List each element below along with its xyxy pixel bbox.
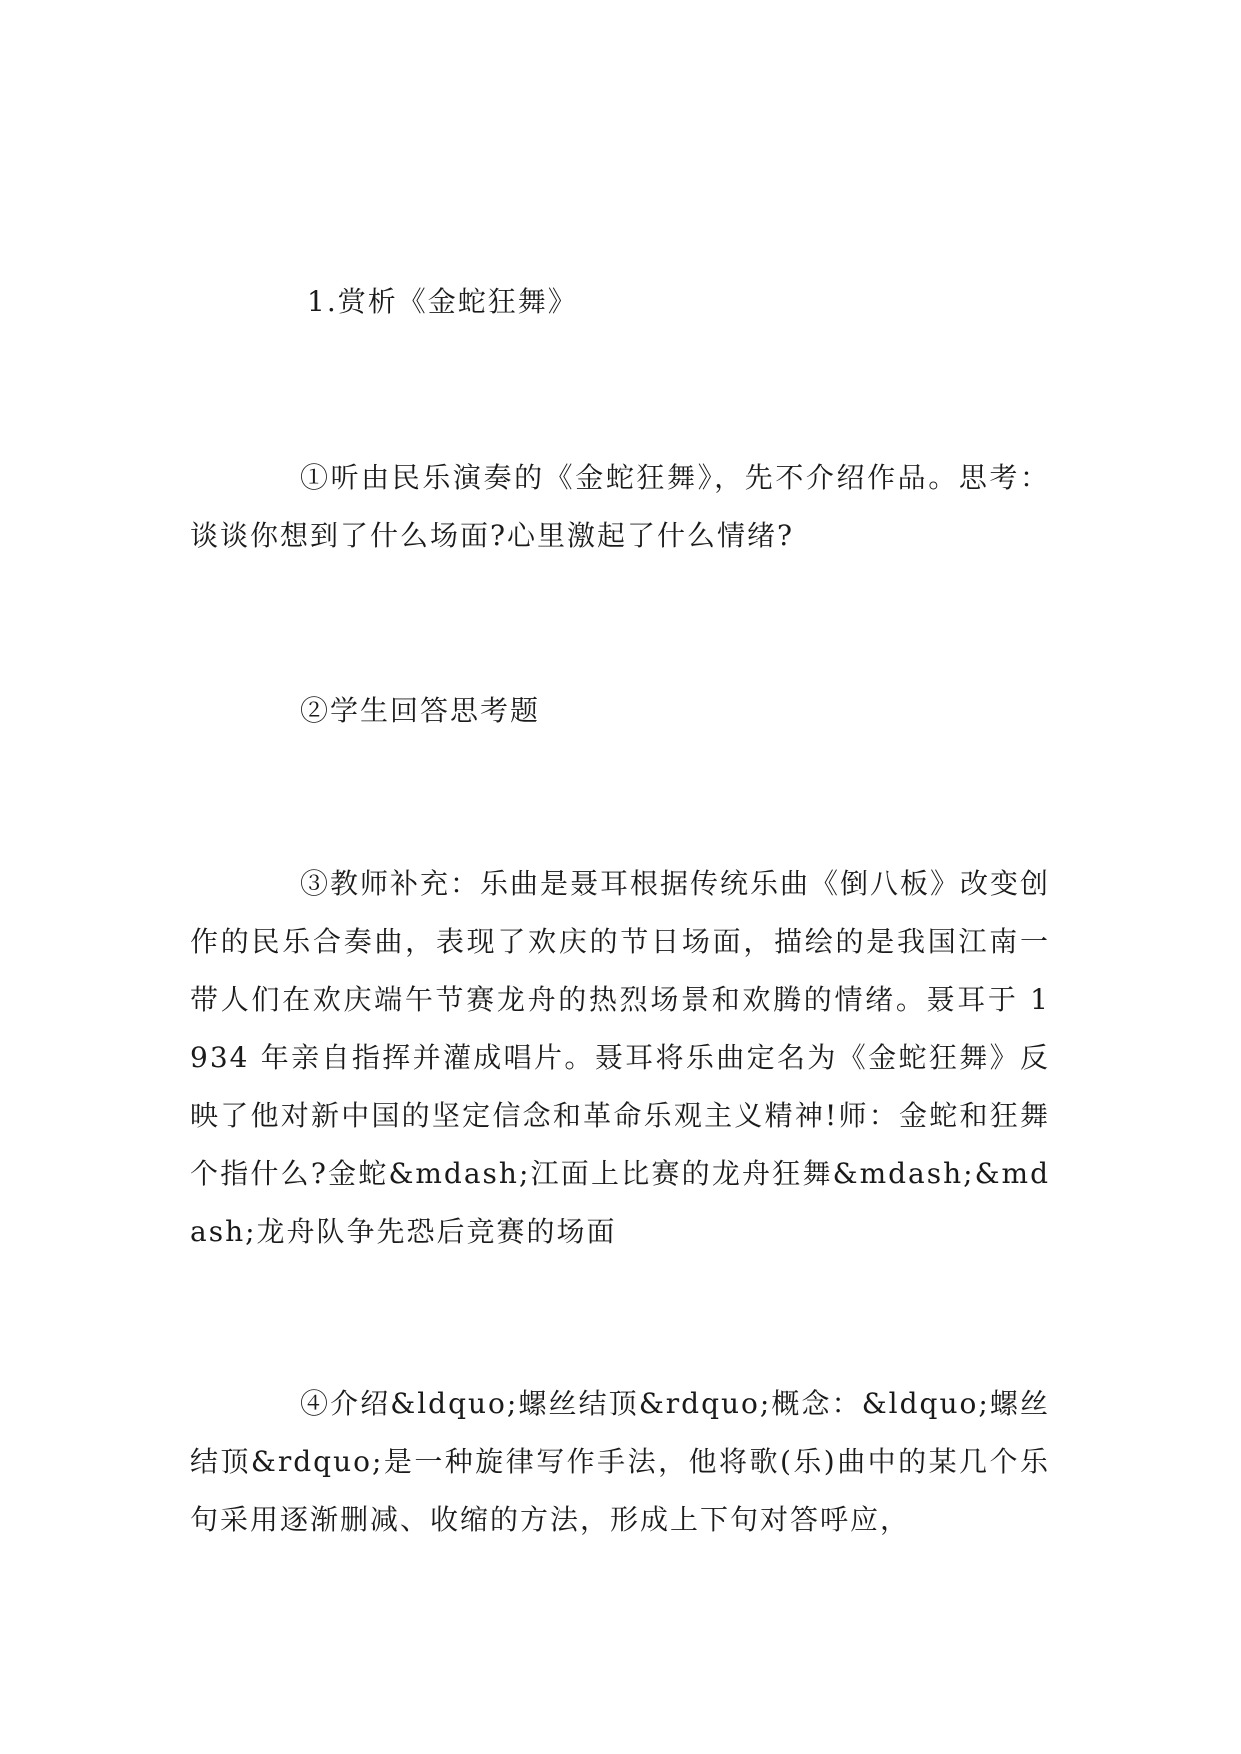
paragraph-answer: ②学生回答思考题 [300,694,541,727]
paragraph-teacher-supplement: ③教师补充：乐曲是聂耳根据传统乐曲《倒八板》改变创作的民乐合奏曲，表现了欢庆的节日场面，描绘的是我国江南一带人们在欢庆端午节赛龙舟的热烈场景和欢腾的情绪。聂耳于 1934 年亲自指挥并灌成唱片。聂耳将乐曲定名为《金蛇狂舞》反映了他对新中国的坚定信念和革命乐观主义精神!师：金蛇和狂舞个指什么?金蛇&mdash;江面上比赛的龙舟狂舞&mdash;&mdash;龙舟队争先恐后竞赛的场面 [190,867,1051,1248]
section-heading: 1.赏析《金蛇狂舞》 [307,285,578,318]
paragraph-concept-intro: ④介绍&ldquo;螺丝结顶&rdquo;概念：&ldquo;螺丝结顶&rdquo;是一种旋律写作手法，他将歌(乐)曲中的某几个乐句采用逐渐删减、收缩的方法，形成上下句对答呼应， [190,1387,1050,1536]
paragraph-listen: ①听由民乐演奏的《金蛇狂舞》，先不介绍作品。思考：谈谈你想到了什么场面?心里激起了什么情绪? [190,461,1050,552]
